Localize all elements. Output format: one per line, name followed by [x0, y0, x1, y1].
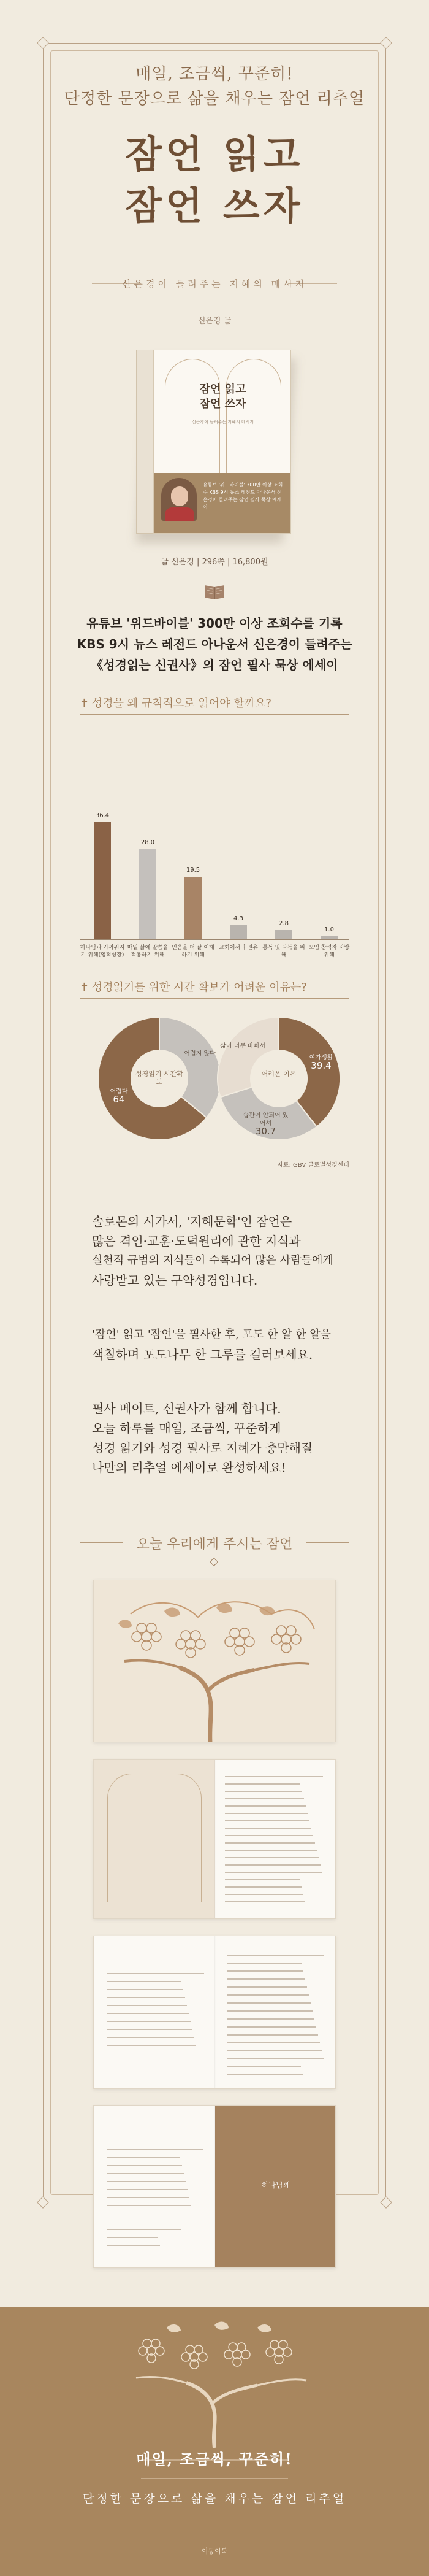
- publisher-logo: 이동이북: [201, 2547, 228, 2555]
- text-line: [225, 1776, 323, 1777]
- cover-note: 신은경이 들려주는 지혜의 메시지: [191, 420, 254, 425]
- text-line: [225, 1901, 305, 1902]
- cross-icon: ✝: [80, 981, 89, 994]
- donut-slice-label: [94, 1088, 143, 1104]
- body-paragraph-3: [92, 1399, 337, 1477]
- donut-slice: [218, 1017, 279, 1097]
- text-line: [107, 2045, 196, 2046]
- grapevine-illustration: [94, 1580, 336, 1742]
- text-line: [227, 2074, 303, 2075]
- text-line: [107, 2165, 182, 2166]
- paragraph-line: 솔로몬의 시가서, '지혜문학'인 잠언은: [92, 1214, 292, 1229]
- text-line: [107, 2205, 191, 2206]
- text-line: [107, 2229, 181, 2230]
- page-title-line1: 잠언 읽고: [125, 132, 304, 177]
- text-line: [227, 1986, 307, 1988]
- page-gutter: [214, 2106, 216, 2267]
- intro-line3: 《성경읽는 신권사》의 잠언 필사 묵상 에세이: [91, 658, 338, 672]
- bar: [94, 822, 111, 939]
- paragraph-line: 색칠하며 포도나무 한 그루를 길러보세요.: [92, 1347, 313, 1362]
- text-line: [107, 2245, 160, 2246]
- slice-value: 30.7: [255, 1125, 276, 1137]
- text-line: [107, 2005, 187, 2006]
- donut-slice-label: [297, 1054, 346, 1070]
- spread-grapevine: [93, 1580, 336, 1742]
- text-line: [227, 2050, 322, 2051]
- text-line: [107, 1989, 183, 1990]
- cover-band-text: 유튜브 '위드바이블' 300만 이상 조회수 KBS 9시 뉴스 레전드 아나운서 신은경이 들려주는 잠언 필사 묵상 에세이: [203, 482, 283, 510]
- text-line: [107, 2013, 189, 2014]
- text-line: [227, 1970, 303, 1972]
- bar: [184, 877, 202, 939]
- chapter-label: 하나님께: [261, 2181, 290, 2190]
- text-line: [227, 2058, 324, 2059]
- cover-title: [154, 382, 291, 412]
- donut-slice-label: [175, 1050, 224, 1058]
- body-paragraph-1: [92, 1212, 337, 1290]
- donut-slice-label: [218, 1042, 267, 1050]
- donut-center-label: 성경읽기 시간확보: [135, 1070, 183, 1086]
- text-line: [227, 2034, 318, 2036]
- text-line: [227, 1963, 302, 1964]
- slice-name: 어렵다: [110, 1088, 128, 1096]
- bar-value-label: 4.3: [233, 915, 243, 923]
- text-line: [227, 1955, 324, 1956]
- chapter-page: [215, 2106, 336, 2268]
- text-line: [225, 1791, 302, 1792]
- arch-frame: [107, 1774, 202, 1902]
- text-line: [225, 1783, 300, 1785]
- paragraph-line: 오늘 하루를 매일, 조금씩, 꾸준하게: [92, 1421, 281, 1436]
- cross-icon: ✝: [80, 697, 89, 710]
- intro-line2: KBS 9시 뉴스 레전드 아나운서 신은경이 들려주는: [77, 637, 352, 652]
- donut-slice-label: [241, 1112, 290, 1136]
- bar-category-label: 매일 삶에 말씀을 적용하기 위해: [127, 945, 169, 958]
- text-line: [107, 2181, 186, 2182]
- page-gutter: [214, 1936, 216, 2088]
- paragraph-line: 사랑받고 있는 구약성경입니다.: [92, 1273, 258, 1288]
- bar-category-label: 하나님과 가까워지기 위해(영적성장): [80, 945, 125, 958]
- text-line: [225, 1813, 308, 1814]
- paragraph-line: '잠언' 읽고 '잠언'을 필사한 후, 포도 한 알 한 알을: [92, 1328, 331, 1341]
- text-line: [107, 2197, 189, 2198]
- text-line: [225, 1886, 302, 1888]
- text-line: [107, 2021, 191, 2022]
- author-photo: [161, 478, 197, 521]
- text-line: [225, 1805, 306, 1807]
- header-tagline: 신은경이 들려주는 지혜의 메시지: [121, 279, 308, 290]
- bar-value-label: 36.4: [95, 812, 110, 819]
- spread-text-page: [93, 1759, 336, 1919]
- text-line: [225, 1864, 321, 1866]
- slice-name: 어렵지 않다: [184, 1050, 216, 1057]
- slice-name: 삶이 너무 바빠서: [220, 1042, 266, 1050]
- text-line: [225, 1850, 317, 1851]
- text-line: [107, 2037, 194, 2038]
- text-line: [107, 1997, 185, 1998]
- text-line: [107, 2173, 184, 2174]
- slice-value: 39.4: [311, 1060, 332, 1072]
- bar-chart-baseline: [80, 939, 349, 940]
- bar-value-label: 2.8: [279, 920, 289, 928]
- text-line: [107, 2157, 180, 2158]
- bar-value-label: 19.5: [186, 866, 200, 874]
- body-paragraph-2: [92, 1325, 337, 1364]
- text-line: [225, 1894, 303, 1895]
- text-line: [107, 2237, 158, 2238]
- bar-value-label: 28.0: [140, 839, 155, 846]
- donut-center-label: 어려운 이유: [261, 1070, 297, 1078]
- slice-value: 64: [113, 1094, 125, 1105]
- bar-category-label: 믿음을 더 잘 이해하기 위해: [172, 945, 214, 958]
- infographic-rule: [80, 998, 349, 999]
- text-line: [107, 1973, 204, 1974]
- text-line: [225, 1835, 313, 1836]
- spread-text-pages: [93, 1936, 336, 2089]
- question-2-text: 성경읽기를 위한 시간 확보가 어려운 이유는?: [91, 981, 307, 994]
- bar: [139, 849, 156, 939]
- text-line: [225, 1820, 309, 1821]
- text-line: [107, 2189, 188, 2190]
- bar: [230, 925, 247, 939]
- infographic-rule: [80, 714, 349, 715]
- bar-category-label: 통독 및 다독을 위해: [262, 945, 305, 958]
- bar-value-label: 1.0: [324, 926, 334, 933]
- infographic-question-2: [80, 978, 307, 994]
- footer-banner: [0, 2307, 429, 2576]
- header-subtitle-line1: 매일, 조금씩, 꾸준히!: [135, 65, 294, 83]
- book-caption: 글 신은경 | 296쪽 | 16,800원: [161, 558, 268, 567]
- author-face: [171, 486, 188, 506]
- text-line: [107, 2029, 192, 2030]
- infographic-source: 자료: GBV 글로벌성경센터: [277, 1162, 349, 1169]
- slice-name: 여가생활: [309, 1055, 333, 1062]
- text-line: [227, 2042, 320, 2043]
- paragraph-line: 실천적 규범의 지식들이 수록되어 많은 사람들에게: [92, 1254, 333, 1267]
- text-line: [227, 2066, 301, 2067]
- paragraph-line: 많은 격언·교훈·도덕원리에 관한 지식과: [92, 1234, 301, 1248]
- paragraph-line: 나만의 리추얼 에세이로 완성하세요!: [92, 1460, 286, 1475]
- author-body: [165, 507, 194, 521]
- text-line: [227, 2002, 311, 2004]
- section-title: 오늘 우리에게 주시는 잠언: [136, 1537, 293, 1552]
- text-line: [225, 1828, 311, 1829]
- text-line: [225, 1872, 322, 1873]
- text-line: [225, 1798, 304, 1799]
- infographic-question-1: [80, 694, 271, 710]
- text-line: [107, 2149, 203, 2150]
- text-line: [225, 1879, 300, 1880]
- paragraph-line: 필사 메이트, 신권사가 함께 합니다.: [92, 1401, 281, 1416]
- bar-category-label: 모임 참석자 자랑 위해: [308, 945, 350, 958]
- text-line: [227, 2026, 316, 2028]
- text-line: [227, 2018, 314, 2020]
- page-gutter: [214, 1760, 216, 1918]
- text-line: [227, 1978, 305, 1980]
- footer-subtitle: 단정한 문장으로 삶을 채우는 잠언 리추얼: [82, 2492, 347, 2505]
- left-page: [94, 1760, 215, 1919]
- spread-chapter-open: [93, 2105, 336, 2268]
- cover-title-line2: 잠언 쓰자: [199, 398, 246, 410]
- cover-title-line1: 잠언 읽고: [199, 383, 246, 396]
- bar-category-label: 교회에서의 권유: [219, 945, 258, 951]
- slice-name: 습관이 안되어 있어서: [243, 1112, 289, 1127]
- book-spine: [136, 350, 154, 534]
- question-1-text: 성경을 왜 규칙적으로 읽어야 할까요?: [91, 697, 271, 710]
- paragraph-line: 성경 읽기와 성경 필사로 지혜가 충만해질: [92, 1440, 313, 1455]
- text-line: [227, 2010, 313, 2012]
- intro-line1: 유튜브 '위드바이블' 300만 이상 조회수를 기록: [86, 616, 343, 631]
- footer-grapevine-illustration: [0, 2307, 429, 2576]
- header-subtitle-line2: 단정한 문장으로 삶을 채우는 잠언 리추얼: [64, 90, 365, 108]
- bar: [275, 930, 292, 939]
- book-icon: [203, 583, 226, 600]
- text-line: [107, 1981, 181, 1982]
- header-author: 신은경 글: [197, 317, 232, 326]
- text-line: [225, 1842, 315, 1844]
- book-cover: [153, 350, 291, 534]
- text-line: [227, 1994, 309, 1996]
- page-title-line2: 잠언 쓰자: [125, 183, 304, 228]
- text-line: [225, 1857, 319, 1858]
- footer-title: 매일, 조금씩, 꾸준히!: [136, 2450, 293, 2468]
